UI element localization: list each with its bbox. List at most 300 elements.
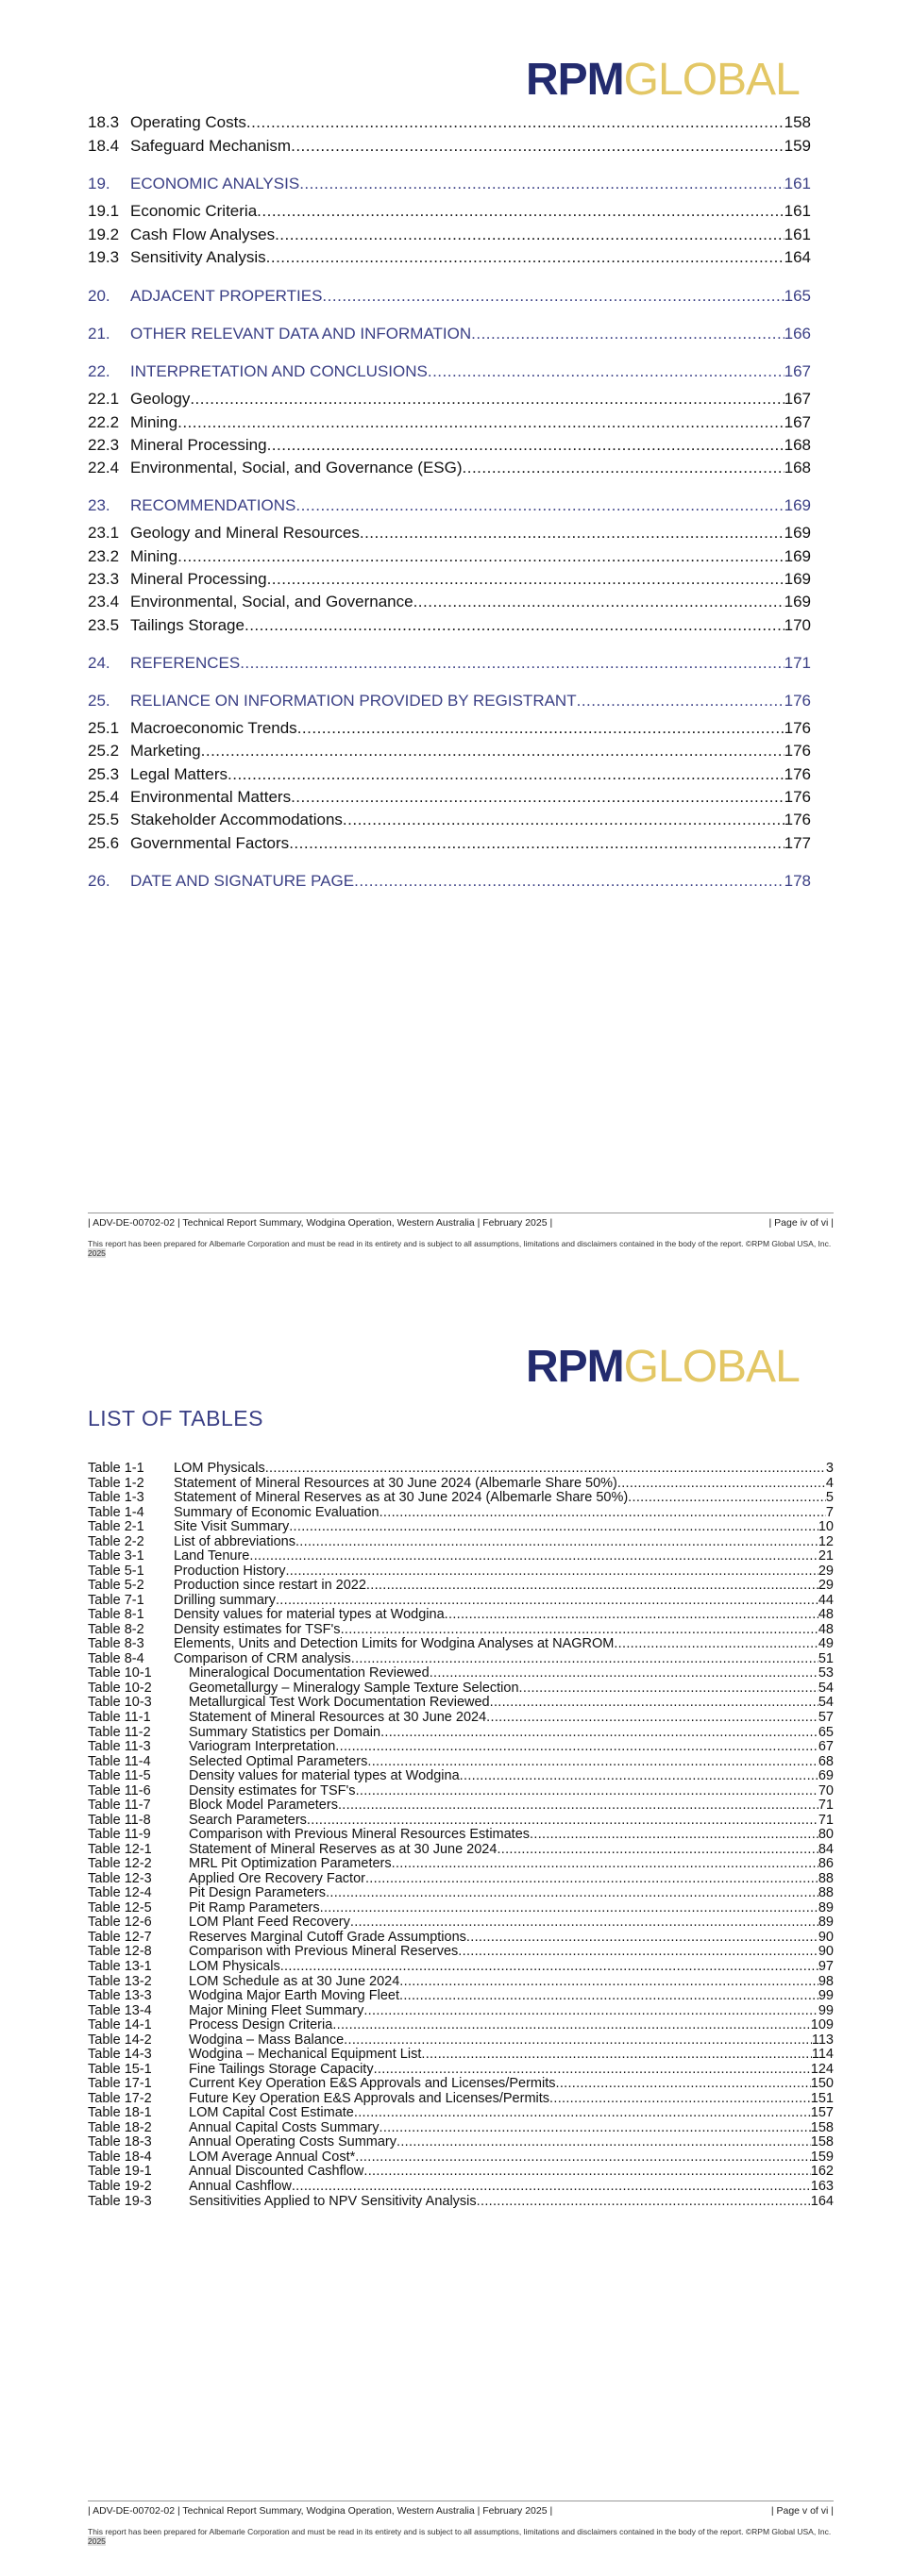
table-entry-title: MRL Pit Optimization Parameters — [189, 1856, 392, 1871]
toc-section-entry[interactable] — [88, 494, 811, 515]
table-entry-number: Table 12-4 — [88, 1885, 152, 1900]
toc-entry-number: 19.1 — [88, 202, 120, 220]
table-entry-page: 97 — [818, 1959, 834, 1974]
toc-entry-title: OTHER RELEVANT DATA AND INFORMATION — [130, 325, 472, 343]
toc-entry-title: Mineral Processing — [130, 436, 267, 454]
toc-section-entry[interactable] — [88, 870, 811, 891]
table-dot-leader — [430, 1666, 818, 1681]
table-entry-number: Table 18-3 — [88, 2134, 152, 2149]
toc-entry-number: 22.2 — [88, 413, 120, 431]
table-entry-number: Table 1-4 — [88, 1505, 144, 1520]
table-entry-number: Table 5-1 — [88, 1564, 144, 1579]
table-entry-page: 86 — [818, 1856, 834, 1871]
list-of-tables-entry[interactable] — [88, 1637, 834, 1651]
table-entry-page: 109 — [810, 2017, 834, 2032]
table-entry-title: Density values for material types at Wodgina — [189, 1768, 460, 1783]
table-entry-number: Table 2-1 — [88, 1519, 144, 1534]
table-entry-number: Table 19-1 — [88, 2164, 152, 2179]
table-entry-page: 88 — [818, 1871, 834, 1886]
toc-entry-title: ECONOMIC ANALYSIS — [130, 175, 300, 192]
toc-dot-leader — [246, 113, 784, 132]
toc-entry-title: INTERPRETATION AND CONCLUSIONS — [130, 362, 428, 380]
list-of-tables-entry[interactable] — [88, 1784, 834, 1798]
table-dot-leader — [466, 1931, 818, 1945]
toc-entry-title: Environmental Matters — [130, 788, 292, 806]
list-of-tables-entry[interactable] — [88, 1886, 834, 1900]
list-of-tables-entry[interactable] — [88, 1506, 834, 1520]
toc-dot-leader — [267, 436, 784, 455]
list-of-tables-entry[interactable] — [88, 1520, 834, 1534]
list-of-tables-entry[interactable] — [88, 1549, 834, 1564]
toc-dot-leader — [322, 287, 784, 306]
toc-entry-page: 169 — [784, 593, 811, 611]
table-entry-number: Table 11-1 — [88, 1710, 151, 1725]
table-dot-leader — [335, 1740, 818, 1754]
toc-subsection-entry[interactable] — [88, 832, 811, 853]
table-entry-title: Comparison with Previous Mineral Resources Estimates — [189, 1827, 531, 1842]
table-entry-page: 57 — [818, 1710, 834, 1725]
toc-subsection-entry[interactable] — [88, 717, 811, 738]
footer-disclaimer — [88, 1239, 834, 1258]
table-dot-leader — [379, 2121, 810, 2135]
list-of-tables-entry[interactable] — [88, 1901, 834, 1915]
list-of-tables-entry[interactable] — [88, 1477, 834, 1491]
table-entry-page: 163 — [810, 2179, 834, 2194]
toc-subsection-entry[interactable] — [88, 411, 811, 432]
table-entry-page: 10 — [818, 1519, 834, 1534]
table-entry-number: Table 12-1 — [88, 1842, 152, 1857]
table-dot-leader — [292, 2180, 811, 2194]
toc-section-entry[interactable] — [88, 173, 811, 193]
toc-subsection-entry[interactable] — [88, 763, 811, 784]
table-entry-number: Table 11-9 — [88, 1827, 151, 1842]
table-entry-title: Variogram Interpretation — [189, 1739, 336, 1754]
toc-dot-leader — [291, 137, 784, 156]
table-dot-leader — [374, 2063, 811, 2077]
toc-entry-title: Environmental, Social, and Governance (ESG) — [130, 459, 463, 477]
toc-section-entry[interactable] — [88, 690, 811, 711]
toc-entry-title: Economic Criteria — [130, 202, 258, 220]
toc-section-entry[interactable] — [88, 652, 811, 673]
table-dot-leader — [332, 2018, 810, 2032]
table-dot-leader — [399, 1989, 818, 2003]
logo-global: GLOBAL — [623, 55, 800, 105]
toc-entry-page: 176 — [784, 765, 811, 783]
toc-subsection-entry[interactable] — [88, 786, 811, 807]
table-dot-leader — [477, 2195, 811, 2209]
table-entry-number: Table 14-2 — [88, 2032, 152, 2048]
table-entry-title: Summary of Economic Evaluation — [174, 1505, 380, 1520]
table-entry-page: 90 — [818, 1930, 834, 1945]
toc-dot-leader — [291, 788, 784, 807]
toc-subsection-entry[interactable] — [88, 740, 811, 761]
table-dot-leader — [367, 1755, 818, 1769]
list-of-tables-entry[interactable] — [88, 1462, 834, 1476]
toc-entry-page: 170 — [784, 616, 811, 634]
toc-subsection-entry[interactable] — [88, 111, 811, 132]
table-entry-title: Pit Design Parameters — [189, 1885, 327, 1900]
table-dot-leader — [445, 1608, 818, 1622]
toc-entry-title: ADJACENT PROPERTIES — [130, 287, 323, 305]
toc-entry-number: 26. — [88, 872, 110, 890]
list-of-tables-entry[interactable] — [88, 2121, 834, 2135]
toc-entry-number: 23. — [88, 496, 110, 514]
toc-dot-leader — [190, 390, 784, 409]
table-entry-title: Production History — [174, 1564, 286, 1579]
table-entry-page: 54 — [818, 1695, 834, 1710]
table-entry-title: Annual Discounted Cashflow — [189, 2164, 364, 2179]
table-dot-leader — [354, 2106, 811, 2120]
list-of-tables-entry[interactable] — [88, 2106, 834, 2120]
toc-subsection-entry[interactable] — [88, 457, 811, 477]
disclaimer-year: 2025 — [88, 2536, 106, 2546]
rpm-global-logo — [526, 55, 824, 105]
toc-entry-title: Legal Matters — [130, 765, 228, 783]
table-entry-number: Table 14-3 — [88, 2047, 152, 2062]
toc-entry-page: 167 — [784, 413, 811, 431]
list-of-tables-entry[interactable] — [88, 1666, 834, 1681]
toc-entry-title: Stakeholder Accommodations — [130, 811, 343, 828]
list-of-tables-entry[interactable] — [88, 2004, 834, 2018]
toc-entry-page: 176 — [784, 788, 811, 806]
toc-entry-page: 176 — [784, 742, 811, 760]
list-of-tables-entry[interactable] — [88, 1931, 834, 1945]
table-entry-page: 54 — [818, 1681, 834, 1696]
table-entry-number: Table 5-2 — [88, 1578, 144, 1593]
table-entry-title: Density estimates for TSF's — [189, 1783, 356, 1798]
table-entry-page: 159 — [810, 2149, 834, 2165]
table-dot-leader — [351, 1652, 818, 1666]
list-of-tables-entry[interactable] — [88, 1857, 834, 1871]
list-of-tables-entry[interactable] — [88, 1945, 834, 1959]
list-of-tables-entry[interactable] — [88, 1696, 834, 1710]
list-of-tables-entry[interactable] — [88, 1755, 834, 1769]
toc-subsection-entry[interactable] — [88, 224, 811, 244]
table-entry-number: Table 12-3 — [88, 1871, 152, 1886]
toc-entry-page: 177 — [784, 834, 811, 852]
toc-subsection-entry[interactable] — [88, 545, 811, 566]
table-entry-title: Reserves Marginal Cutoff Grade Assumptions — [189, 1930, 466, 1945]
table-entry-page: 71 — [818, 1798, 834, 1813]
table-entry-title: Metallurgical Test Work Documentation Reviewed — [189, 1695, 490, 1710]
table-entry-page: 21 — [818, 1548, 834, 1564]
toc-dot-leader — [257, 202, 784, 221]
toc-subsection-entry[interactable] — [88, 135, 811, 156]
toc-entry-page: 161 — [784, 226, 811, 243]
list-of-tables-entry[interactable] — [88, 1623, 834, 1637]
table-dot-leader — [320, 1901, 818, 1915]
table-entry-page: 80 — [818, 1827, 834, 1842]
footer-doc-info: | ADV-DE-00702-02 | Technical Report Summary, Wodgina Operation, Western Australia | February 2025 | — [88, 2505, 553, 2517]
table-dot-leader — [555, 2077, 810, 2091]
toc-entry-page: 169 — [784, 524, 811, 542]
toc-dot-leader — [177, 547, 784, 566]
table-dot-leader — [285, 1564, 818, 1579]
table-entry-title: Current Key Operation E&S Approvals and Licenses/Permits — [189, 2076, 556, 2091]
list-of-tables-entry[interactable] — [88, 1594, 834, 1608]
table-entry-page: 70 — [818, 1783, 834, 1798]
table-entry-number: Table 10-1 — [88, 1665, 152, 1681]
table-dot-leader — [519, 1681, 818, 1696]
list-of-tables-entry[interactable] — [88, 1579, 834, 1593]
toc-dot-leader — [266, 248, 784, 267]
toc-entry-page: 167 — [784, 362, 811, 380]
toc-entry-page: 167 — [784, 390, 811, 408]
toc-entry-title: Mineral Processing — [130, 570, 267, 588]
rpm-global-logo — [526, 1342, 824, 1392]
toc-entry-number: 25.5 — [88, 811, 120, 828]
disclaimer-year: 2025 — [88, 1248, 106, 1258]
table-entry-page: 67 — [818, 1739, 834, 1754]
toc-dot-leader — [289, 834, 784, 853]
toc-dot-leader — [275, 226, 784, 244]
logo-rpm: RPM — [526, 1342, 624, 1392]
table-entry-number: Table 11-4 — [88, 1754, 151, 1769]
table-entry-title: Statement of Mineral Reserves as at 30 June 2024 (Albemarle Share 50%) — [174, 1490, 629, 1505]
table-entry-page: 29 — [818, 1578, 834, 1593]
table-dot-leader — [458, 1945, 818, 1959]
table-entry-number: Table 8-2 — [88, 1622, 144, 1637]
list-of-tables-entry[interactable] — [88, 2018, 834, 2032]
table-entry-number: Table 18-2 — [88, 2120, 152, 2135]
table-entry-number: Table 17-2 — [88, 2091, 152, 2106]
table-entry-number: Table 12-7 — [88, 1930, 152, 1945]
table-dot-leader — [363, 2165, 810, 2179]
table-dot-leader — [366, 1579, 818, 1593]
toc-dot-leader — [577, 692, 784, 711]
toc-entry-page: 176 — [784, 719, 811, 737]
list-of-tables-entry[interactable] — [88, 2048, 834, 2062]
table-entry-page: 12 — [818, 1534, 834, 1549]
table-entry-page: 90 — [818, 1944, 834, 1959]
toc-subsection-entry[interactable] — [88, 809, 811, 829]
list-of-tables-entry[interactable] — [88, 2135, 834, 2149]
toc-entry-title: Environmental, Social, and Governance — [130, 593, 413, 611]
table-entry-page: 150 — [810, 2076, 834, 2091]
table-entry-title: Annual Operating Costs Summary — [189, 2134, 397, 2149]
toc-subsection-entry[interactable] — [88, 200, 811, 221]
table-entry-page: 151 — [810, 2091, 834, 2106]
table-entry-title: Comparison with Previous Mineral Reserves — [189, 1944, 459, 1959]
list-of-tables-entry[interactable] — [88, 1798, 834, 1813]
toc-entry-number: 22. — [88, 362, 110, 380]
table-entry-page: 51 — [818, 1651, 834, 1666]
table-entry-number: Table 2-2 — [88, 1534, 144, 1549]
table-entry-page: 65 — [818, 1725, 834, 1740]
table-entry-title: Statement of Mineral Reserves as at 30 June 2024 — [189, 1842, 498, 1857]
toc-dot-leader — [413, 593, 784, 611]
list-of-tables-entry[interactable] — [88, 1975, 834, 1989]
table-entry-number: Table 11-5 — [88, 1768, 151, 1783]
list-of-tables-entry[interactable] — [88, 2165, 834, 2179]
table-entry-number: Table 11-3 — [88, 1739, 151, 1754]
toc-entry-title: RECOMMENDATIONS — [130, 496, 296, 514]
table-dot-leader — [344, 2033, 812, 2048]
list-of-tables-entry[interactable] — [88, 1491, 834, 1505]
table-entry-title: Sensitivities Applied to NPV Sensitivity Analysis — [189, 2194, 477, 2209]
table-dot-leader — [365, 1872, 818, 1886]
table-entry-page: 158 — [810, 2134, 834, 2149]
toc-dot-leader — [297, 719, 784, 738]
table-dot-leader — [249, 1549, 818, 1564]
list-of-tables-entry[interactable] — [88, 1843, 834, 1857]
toc-entry-number: 19. — [88, 175, 110, 192]
toc-entry-title: Governmental Factors — [130, 834, 290, 852]
toc-entry-page: 169 — [784, 496, 811, 514]
table-entry-title: List of abbreviations — [174, 1534, 295, 1549]
table-entry-page: 124 — [810, 2062, 834, 2077]
toc-entry-title: Geology and Mineral Resources — [130, 524, 360, 542]
list-of-tables-entry[interactable] — [88, 2033, 834, 2048]
toc-section-entry[interactable] — [88, 323, 811, 343]
toc-entry-page: 178 — [784, 872, 811, 890]
table-entry-page: 114 — [811, 2047, 834, 2062]
table-entry-page: 53 — [818, 1665, 834, 1681]
list-of-tables-entry[interactable] — [88, 1960, 834, 1974]
list-of-tables-entry[interactable] — [88, 1711, 834, 1725]
table-dot-leader — [614, 1637, 818, 1651]
disclaimer-text: This report has been prepared for Albemarle Corporation and must be read in its entirety and is subject to all assumptions, limitations and disclaimers contained in the body of the report. ©RPM Global USA, Inc. — [88, 2527, 832, 2536]
table-entry-title: Applied Ore Recovery Factor — [189, 1871, 365, 1886]
toc-subsection-entry[interactable] — [88, 246, 811, 267]
toc-dot-leader — [228, 765, 784, 784]
toc-entry-title: REFERENCES — [130, 654, 241, 672]
list-of-tables-entry[interactable] — [88, 2195, 834, 2209]
toc-entry-title: Macroeconomic Trends — [130, 719, 297, 737]
toc-entry-number: 23.3 — [88, 570, 120, 588]
list-of-tables-entry[interactable] — [88, 1652, 834, 1666]
table-entry-page: 29 — [818, 1564, 834, 1579]
toc-dot-leader — [240, 654, 784, 673]
toc-subsection-entry[interactable] — [88, 434, 811, 455]
list-of-tables-entry[interactable] — [88, 2077, 834, 2091]
page-footer — [88, 1217, 834, 1229]
table-entry-number: Table 3-1 — [88, 1548, 144, 1564]
toc-subsection-entry[interactable] — [88, 614, 811, 635]
page-footer — [88, 2505, 834, 2517]
toc-entry-number: 23.5 — [88, 616, 120, 634]
table-entry-page: 99 — [818, 1988, 834, 2003]
list-of-tables-entry[interactable] — [88, 2180, 834, 2194]
table-entry-number: Table 8-1 — [88, 1607, 144, 1622]
table-dot-leader — [289, 1520, 818, 1534]
list-of-tables-entry[interactable] — [88, 2150, 834, 2165]
table-entry-number: Table 11-6 — [88, 1783, 151, 1798]
toc-entry-number: 23.2 — [88, 547, 120, 565]
toc-dot-leader — [428, 362, 784, 381]
table-dot-leader — [399, 1975, 818, 1989]
table-entry-page: 88 — [818, 1885, 834, 1900]
table-entry-title: LOM Capital Cost Estimate — [189, 2105, 354, 2120]
list-of-tables-entry[interactable] — [88, 1726, 834, 1740]
table-dot-leader — [617, 1477, 826, 1491]
toc-dot-leader — [343, 811, 784, 829]
list-of-tables-entry[interactable] — [88, 1769, 834, 1783]
list-of-tables-entry[interactable] — [88, 2092, 834, 2106]
toc-subsection-entry[interactable] — [88, 591, 811, 611]
toc-entry-page: 168 — [784, 459, 811, 477]
table-dot-leader — [460, 1769, 818, 1783]
table-entry-page: 3 — [825, 1461, 834, 1476]
list-of-tables-entry[interactable] — [88, 1872, 834, 1886]
toc-entry-number: 22.3 — [88, 436, 120, 454]
list-of-tables-entry[interactable] — [88, 1989, 834, 2003]
table-entry-title: Land Tenure — [174, 1548, 250, 1564]
list-of-tables-entry[interactable] — [88, 1681, 834, 1696]
toc-entry-number: 25.2 — [88, 742, 120, 760]
toc-entry-page: 176 — [784, 692, 811, 710]
toc-subsection-entry[interactable] — [88, 388, 811, 409]
toc-entry-page: 169 — [784, 570, 811, 588]
list-of-tables-entry[interactable] — [88, 1608, 834, 1622]
toc-entry-number: 20. — [88, 287, 110, 305]
toc-entry-title: Tailings Storage — [130, 616, 245, 634]
table-entry-number: Table 17-1 — [88, 2076, 152, 2091]
table-entry-title: Annual Cashflow — [189, 2179, 292, 2194]
table-entry-title: Block Model Parameters — [189, 1798, 338, 1813]
footer-doc-info: | ADV-DE-00702-02 | Technical Report Summary, Wodgina Operation, Western Australia | February 2025 | — [88, 1217, 553, 1229]
table-entry-page: 89 — [818, 1900, 834, 1915]
toc-entry-number: 19.3 — [88, 248, 120, 266]
table-entry-number: Table 10-3 — [88, 1695, 152, 1710]
list-of-tables-entry[interactable] — [88, 1535, 834, 1549]
table-entry-title: LOM Physicals — [174, 1461, 265, 1476]
table-dot-leader — [276, 1594, 818, 1608]
table-entry-title: Production since restart in 2022 — [174, 1578, 366, 1593]
footer-page-number: | Page iv of vi | — [768, 1217, 834, 1229]
list-of-tables-entry[interactable] — [88, 1915, 834, 1930]
toc-entry-title: RELIANCE ON INFORMATION PROVIDED BY REGISTRANT — [130, 692, 577, 710]
table-entry-title: Selected Optimal Parameters — [189, 1754, 368, 1769]
logo-rpm: RPM — [526, 55, 624, 105]
table-entry-title: Fine Tailings Storage Capacity — [189, 2062, 374, 2077]
table-entry-title: LOM Average Annual Cost* — [189, 2149, 356, 2165]
list-of-tables-entry[interactable] — [88, 1828, 834, 1842]
toc-section-entry[interactable] — [88, 360, 811, 381]
list-of-tables-heading: LIST OF TABLES — [88, 1406, 263, 1430]
table-entry-title: Mineralogical Documentation Reviewed — [189, 1665, 430, 1681]
table-entry-number: Table 7-1 — [88, 1593, 144, 1608]
toc-entry-title: Geology — [130, 390, 191, 408]
toc-subsection-entry[interactable] — [88, 568, 811, 589]
toc-entry-title: Operating Costs — [130, 113, 246, 131]
table-entry-title: Drilling summary — [174, 1593, 276, 1608]
toc-entry-page: 161 — [784, 175, 811, 192]
list-of-tables-entry[interactable] — [88, 1814, 834, 1828]
table-entry-number: Table 1-3 — [88, 1490, 144, 1505]
toc-subsection-entry[interactable] — [88, 522, 811, 543]
table-dot-leader — [363, 2004, 818, 2018]
table-entry-title: Process Design Criteria — [189, 2017, 333, 2032]
table-dot-leader — [628, 1491, 826, 1505]
table-dot-leader — [392, 1857, 818, 1871]
table-entry-page: 113 — [811, 2032, 834, 2048]
toc-entry-page: 158 — [784, 113, 811, 131]
table-dot-leader — [356, 1784, 818, 1798]
table-dot-leader — [549, 2092, 811, 2106]
table-entry-number: Table 19-3 — [88, 2194, 152, 2209]
table-entry-number: Table 19-2 — [88, 2179, 152, 2194]
table-entry-title: Wodgina – Mechanical Equipment List — [189, 2047, 422, 2062]
list-of-tables-entry[interactable] — [88, 2063, 834, 2077]
table-entry-title: Statement of Mineral Resources at 30 June 2024 — [189, 1710, 487, 1725]
list-of-tables-entry[interactable] — [88, 1740, 834, 1754]
table-dot-leader — [530, 1828, 818, 1842]
table-dot-leader — [486, 1711, 818, 1725]
list-of-tables-entry[interactable] — [88, 1564, 834, 1579]
table-entry-title: Wodgina – Mass Balance — [189, 2032, 345, 2048]
toc-section-entry[interactable] — [88, 285, 811, 306]
